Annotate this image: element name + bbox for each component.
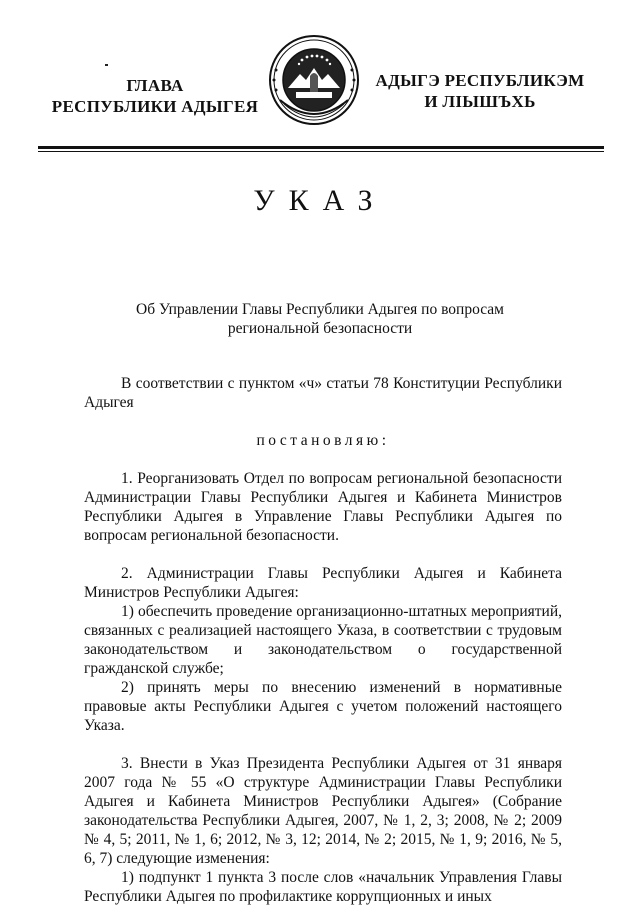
document-subject — [0, 300, 640, 338]
item-3-sub-1: 1) подпункт 1 пункта 3 после слов «начальник Управления Главы Республики Адыгея по профилактике коррупционных и иных — [84, 869, 562, 905]
subject-line1: Об Управлении Главы Республики Адыгея по вопросам — [136, 301, 504, 318]
item-3-intro: 3. Внести в Указ Президента Республики Адыгея от 31 января 2007 года № 55 «О структуре Администрации Главы Республики Адыгея и Кабинета Министров Республики Адыгея» (Собрание законодательства Республики Адыгея, 2007, № 1, 2, 3; 2008, № 2; 2009 № 4, 5; 2011, № 1, 6; 2012, № 3, 12; 2014, № 2; 2015, № 1, 9; 2016, № 5, 6, 7) следующие изменения: — [84, 755, 562, 867]
item-2-sub-2: 2) принять меры по внесению изменений в нормативные правовые акты Республики Адыгея с учетом положений настоящего Указа. — [84, 679, 562, 734]
document-title: УКАЗ — [253, 184, 387, 217]
decree-word: постановляю: — [256, 432, 390, 449]
issuer-russian — [40, 75, 270, 117]
subject-line2: региональной безопасности — [227, 320, 413, 337]
item-1: 1. Реорганизовать Отдел по вопросам региональной безопасности Администрации Главы Республики Адыгея и Кабинета Министров Республики Адыгея в Управление Главы Республики Адыгея по вопросам региональной безопасности. — [84, 470, 562, 544]
issuer-adyghe — [360, 70, 600, 112]
scan-speck — [105, 64, 108, 66]
adygea-coat-of-arms-icon — [266, 30, 362, 134]
item-2-sub-1: 1) обеспечить проведение организационно-штатных мероприятий, связанных с реализацией настоящего Указа, в соответствии с трудовым законодательством и законодательством о государственной гражданской службе; — [84, 603, 562, 677]
preamble: В соответствии с пунктом «ч» статьи 78 Конституции Республики Адыгея — [84, 375, 562, 411]
issuer-adyghe-line1: АДЫГЭ РЕСПУБЛИКЭМ — [375, 71, 585, 90]
issuer-russian-line2: РЕСПУБЛИКИ АДЫГЕЯ — [51, 97, 259, 116]
issuer-russian-line1: ГЛАВА — [126, 76, 184, 95]
issuer-adyghe-line2: И ЛІЫШЪХЬ — [424, 92, 536, 111]
header-rule-thick — [38, 146, 604, 149]
document-body — [84, 374, 562, 906]
document-header — [0, 30, 640, 145]
item-2-intro: 2. Администрации Главы Республики Адыгея и Кабинета Министров Республики Адыгея: — [84, 565, 562, 601]
header-rule-thin — [38, 151, 604, 152]
